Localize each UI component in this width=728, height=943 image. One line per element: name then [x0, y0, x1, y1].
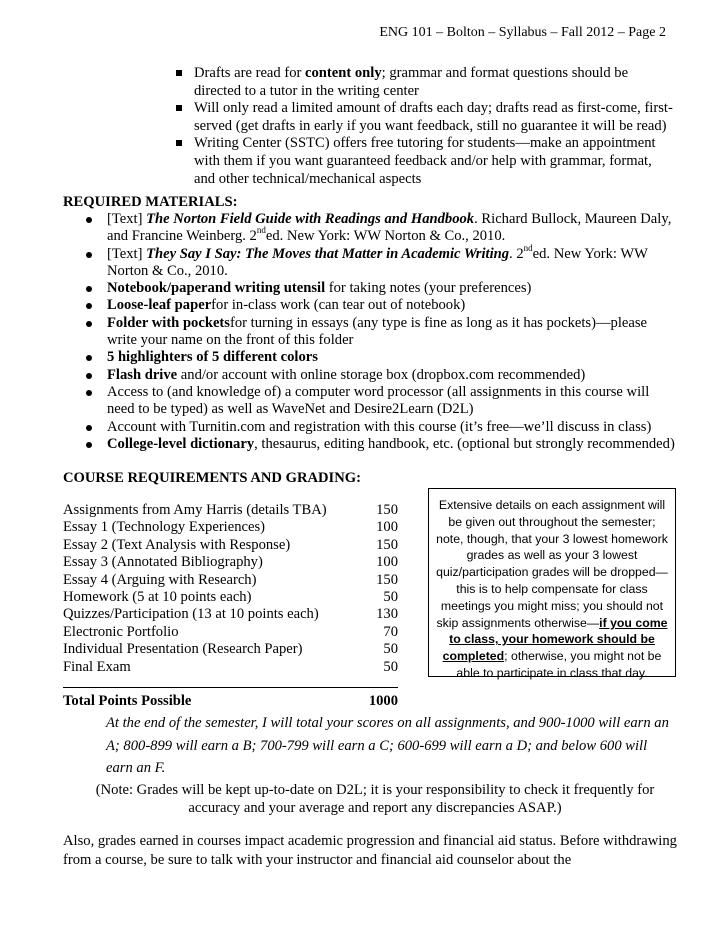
table-row: Final Exam 50	[63, 658, 398, 675]
list-item: College-level dictionary, thesaurus, editing handbook, etc. (optional but strongly recommended)	[80, 436, 680, 453]
grade-scale: At the end of the semester, I will total your scores on all assignments, and 900-1000 will earn an A; 800-899 will earn a B; 700-799 will earn a C; 600-699 will earn a D; and below 600 will earn an F.	[106, 715, 669, 776]
bullet-icon	[86, 286, 92, 292]
square-bullet-icon	[176, 140, 182, 146]
bullet-icon	[86, 217, 92, 223]
square-bullet-icon	[176, 105, 182, 111]
list-item: Will only read a limited amount of drafts each day; drafts read as first-come, first-served (get drafts in early if you want feedback, still no guarantee it will be read)	[174, 100, 674, 135]
list-item: Writing Center (SSTC) offers free tutoring for students—make an appointment with them if you want guaranteed feedback and/or help with grammar, format, and other technical/mechanical aspects	[174, 135, 674, 188]
bullet-icon	[86, 442, 92, 448]
bullet-icon	[86, 390, 92, 396]
grading-heading: COURSE REQUIREMENTS AND GRADING:	[63, 470, 361, 486]
grading-table	[63, 502, 398, 711]
bullet-icon	[86, 355, 92, 361]
bullet-icon	[86, 321, 92, 327]
bullet-icon	[86, 252, 92, 258]
list-item: [Text] The Norton Field Guide with Readings and Handbook. Richard Bullock, Maureen Daly, and Francine Weinberg. 2nded. New York: WW Norton & Co., 2010.	[80, 211, 680, 246]
bullet-icon	[86, 303, 92, 309]
divider	[63, 676, 398, 693]
assignment-details-note: Extensive details on each assignment will be given out throughout the semester; note, though, that your 3 lowest homework grades as well as your 3 lowest quiz/participation grades will be dropped—this is to help compensate for class meetings you might miss; you should not skip assignments otherwise—if you come to class, your homework should be completed; otherwise, you might not be able to participate in class that day.	[428, 488, 676, 677]
table-row: Essay 4 (Arguing with Research) 150	[63, 571, 398, 588]
running-header: ENG 101 – Bolton – Syllabus – Fall 2012 – Page 2	[379, 25, 666, 40]
bullet-icon	[86, 373, 92, 379]
list-item: Flash drive and/or account with online storage box (dropbox.com recommended)	[80, 367, 680, 384]
square-bullet-icon	[176, 70, 182, 76]
list-item: Access to (and knowledge of) a computer word processor (all assignments in this course will need to be typed) as well as WaveNet and Desire2Learn (D2L)	[80, 384, 680, 419]
materials-heading: REQUIRED MATERIALS:	[63, 194, 238, 210]
total-row: Total Points Possible 1000	[63, 693, 398, 710]
list-item: [Text] They Say I Say: The Moves that Matter in Academic Writing. 2nded. New York: WW Norton & Co., 2010.	[80, 246, 680, 281]
table-row: Essay 3 (Annotated Bibliography) 100	[63, 554, 398, 571]
list-item: Loose-leaf paperfor in-class work (can tear out of notebook)	[80, 297, 680, 314]
table-row: Electronic Portfolio 70	[63, 623, 398, 640]
list-item: Drafts are read for content only; grammar and format questions should be directed to a tutor in the writing center	[174, 65, 674, 100]
list-item: Account with Turnitin.com and registration with this course (it’s free—we’ll discuss in class)	[80, 419, 680, 436]
bullet-icon	[86, 425, 92, 431]
table-row: Individual Presentation (Research Paper) 50	[63, 641, 398, 658]
writing-center-notes	[174, 65, 674, 188]
table-row: Assignments from Amy Harris (details TBA) 150	[63, 502, 398, 518]
table-row: Quizzes/Participation (13 at 10 points each) 130	[63, 606, 398, 623]
table-row: Homework (5 at 10 points each) 50	[63, 588, 398, 605]
final-paragraph: Also, grades earned in courses impact academic progression and financial aid status. Before withdrawing from a course, be sure to talk with your instructor and financial aid counselor about the	[63, 833, 677, 868]
materials-list	[80, 211, 680, 453]
table-row: Essay 1 (Technology Experiences) 100	[63, 519, 398, 536]
list-item: Notebook/paperand writing utensil for taking notes (your preferences)	[80, 280, 680, 297]
d2l-note: (Note: Grades will be kept up-to-date on D2L; it is your responsibility to check it frequently for accuracy and your average and report any discrepancies ASAP.)	[95, 782, 655, 816]
list-item: Folder with pocketsfor turning in essays (any type is fine as long as it has pockets)—please write your name on the front of this folder	[80, 315, 680, 350]
list-item: 5 highlighters of 5 different colors	[80, 349, 680, 366]
table-row: Essay 2 (Text Analysis with Response) 150	[63, 536, 398, 553]
